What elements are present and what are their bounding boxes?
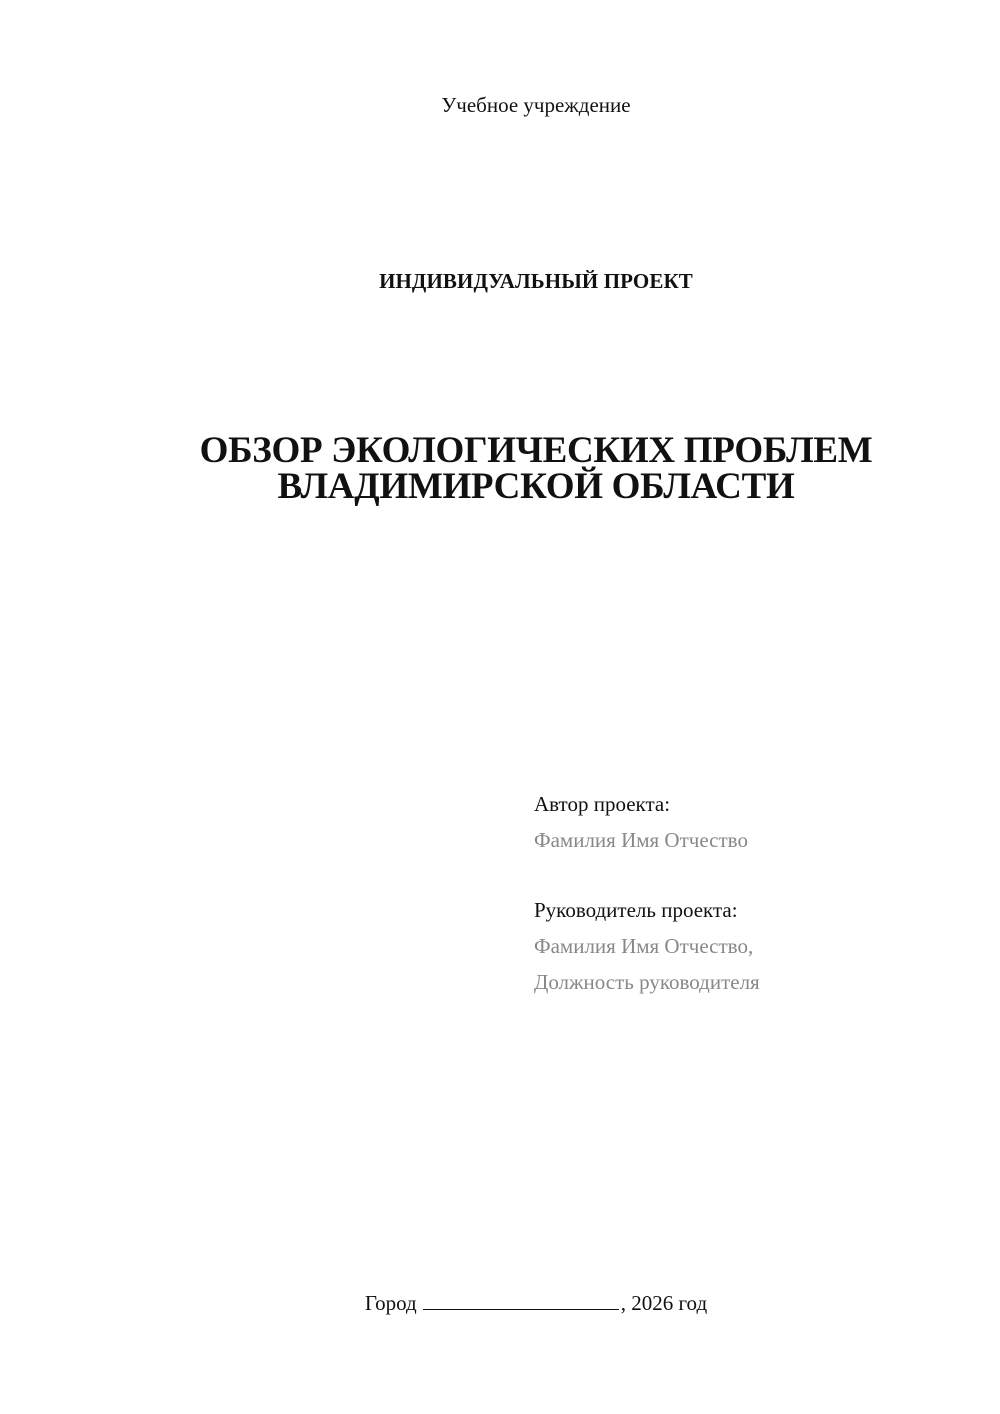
project-title-line-2: ВЛАДИМИРСКОЙ ОБЛАСТИ [277,466,795,507]
project-title [0,430,1000,507]
project-info-block [534,786,760,1000]
project-title-line-1: ОБЗОР ЭКОЛОГИЧЕСКИХ ПРОБЛЕМ [199,430,873,471]
supervisor-label: Руководитель проекта: [534,898,738,922]
supervisor-position: Должность руководителя [534,970,760,994]
project-type-heading: ИНДИВИДУАЛЬНЫЙ ПРОЕКТ [379,269,693,293]
supervisor-name: Фамилия Имя Отчество, [534,934,754,958]
author-label: Автор проекта: [534,792,671,816]
city-blank-line [423,1291,619,1310]
author-name: Фамилия Имя Отчество [534,828,748,852]
spacer [534,858,760,892]
city-label: Город [364,1291,417,1315]
footer-city-year [0,1289,1000,1317]
year-text: , 2026 год [620,1291,708,1315]
institution-name: Учебное учреждение [441,93,631,117]
